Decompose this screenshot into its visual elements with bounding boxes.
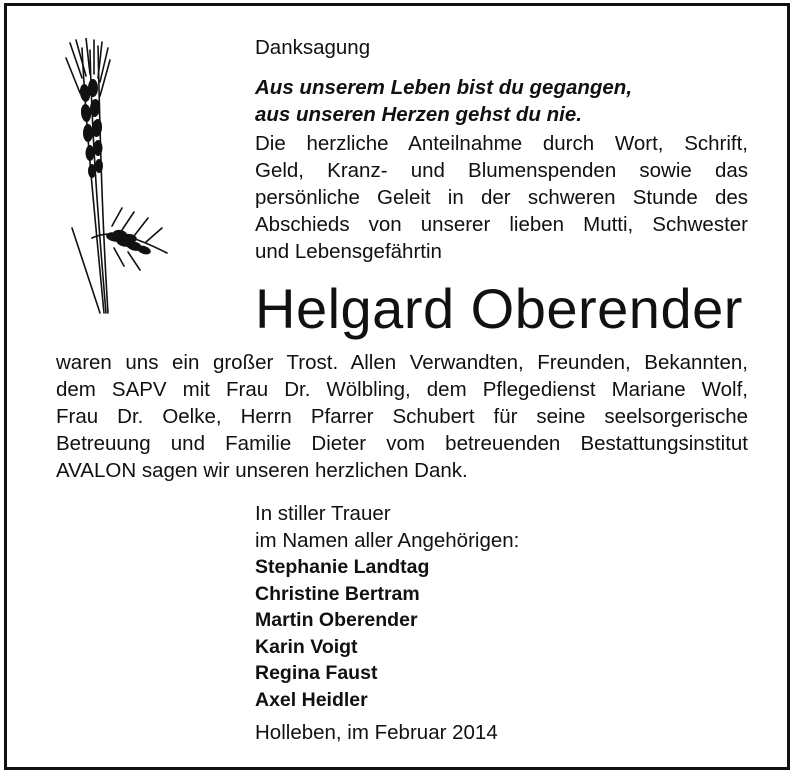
motto-line: Aus unserem Leben bist du gegangen,: [255, 76, 633, 99]
closing: [255, 500, 519, 554]
wheat-ears-icon: [52, 38, 172, 318]
intro-line: persönliche Geleit in der schweren Stunde des: [255, 186, 748, 209]
mourner-name: Axel Heidler: [255, 688, 368, 711]
intro-line: Abschieds von unserer lieben Mutti, Schwester: [255, 213, 748, 236]
closing-line: In stiller Trauer: [255, 502, 391, 525]
mourner-list: [255, 554, 429, 713]
motto-line: aus unseren Herzen gehst du nie.: [255, 103, 582, 126]
intro-line: Die herzliche Anteilnahme durch Wort, Schrift,: [255, 132, 748, 155]
motto: [255, 74, 632, 128]
intro-paragraph: [255, 130, 748, 265]
deceased-name: Helgard Oberender: [255, 277, 743, 340]
thanks-line: dem SAPV mit Frau Dr. Wölbling, dem Pflegedienst Mariane Wolf,: [56, 378, 748, 401]
intro-line: und Lebensgefährtin: [255, 240, 442, 263]
mourner-name: Karin Voigt: [255, 635, 358, 658]
mourner-name: Stephanie Landtag: [255, 556, 430, 578]
mourner-name: Regina Faust: [255, 662, 378, 684]
place-date: Holleben, im Februar 2014: [255, 721, 498, 744]
mourner-name: Christine Bertram: [255, 582, 420, 605]
thanks-line: Frau Dr. Oelke, Herrn Pfarrer Schubert für seine seelsorgerische: [56, 405, 748, 428]
heading: Danksagung: [255, 36, 371, 59]
mourner-name: Martin Oberender: [255, 609, 418, 631]
closing-line: im Namen aller Angehörigen:: [255, 529, 520, 552]
intro-line: Geld, Kranz- und Blumenspenden sowie das: [255, 159, 748, 182]
thanks-paragraph: [56, 349, 748, 484]
thanks-line: waren uns ein großer Trost. Allen Verwandten, Freunden, Bekannten,: [56, 351, 748, 374]
thanks-line: AVALON sagen wir unseren herzlichen Dank.: [56, 459, 468, 482]
thanks-line: Betreuung und Familie Dieter vom betreuenden Bestattungsinstitut: [56, 432, 748, 455]
